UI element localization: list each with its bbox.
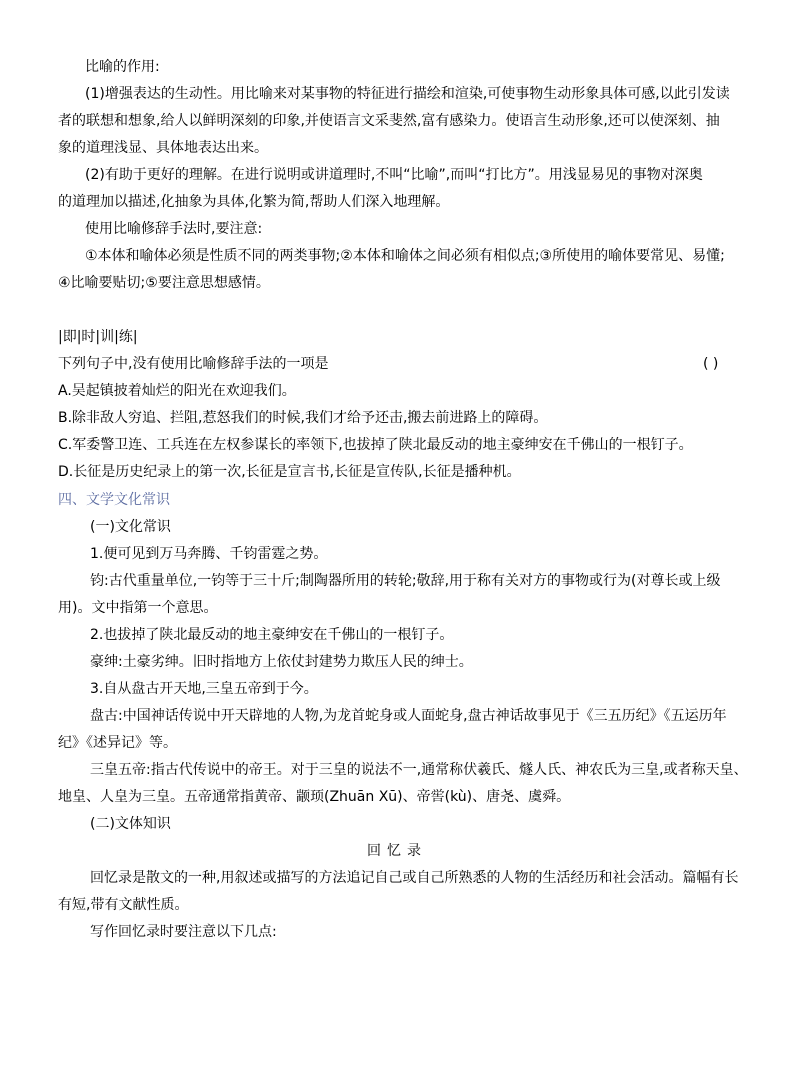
culture-item1: 1.便可见到万马奔腾、千钧雷霆之势。 [90,546,328,562]
culture-item2: 2.也拔掉了陕北最反动的地主豪绅安在千佛山的一根钉子。 [90,627,454,643]
metaphor-p2-line1: (2)有助于更好的理解。在进行说明或讲道理时,不叫“比喻”,而叫“打比方”。用浅显易见的事物对深奥 [85,167,703,183]
practice-question: 下列句子中,没有使用比喻修辞手法的一项是 [58,356,329,372]
option-b: B.除非敌人穷追、拦阻,惹怒我们的时候,我们才给予还击,搬去前进路上的障碍。 [58,410,548,426]
answer-blank: ( ) [703,356,719,372]
culture-item3-explanation1-line2: 纪》《述异记》等。 [58,735,177,751]
section-title: 四、文学文化常识 [58,492,170,508]
culture-item3: 3.自从盘古开天地,三皇五帝到于今。 [90,681,318,697]
subsection-culture: (一)文化常识 [90,519,171,535]
culture-item3-explanation2-line2: 地皇、人皇为三皇。五帝通常指黄帝、颛顼(Zhuān Xū)、帝喾(kù)、唐尧、虞舜。 [58,789,571,805]
practice-label: |即|时|训|练| [58,329,138,345]
metaphor-p1-line2: 者的联想和想象,给人以鲜明深刻的印象,并使语言文采斐然,富有感染力。使语言生动形象,还可以使深刻、抽 [58,113,720,129]
metaphor-heading: 比喻的作用: [85,59,160,75]
genre-line3: 写作回忆录时要注意以下几点: [90,924,277,940]
metaphor-note-line1: ①本体和喻体必须是性质不同的两类事物;②本体和喻体之间必须有相似点;③所使用的喻体要常见、易懂; [85,248,725,264]
culture-item3-explanation2-line1: 三皇五帝:指古代传说中的帝王。对于三皇的说法不一,通常称伏羲氏、燧人氏、神农氏为三皇,或者称天皇、 [90,762,748,778]
genre-title: 回忆录 [367,843,427,859]
culture-item3-explanation1-line1: 盘古:中国神话传说中开天辟地的人物,为龙首蛇身或人面蛇身,盘古神话故事见于《三五历纪》《五运历年 [90,708,727,724]
genre-line2: 有短,带有文献性质。 [58,897,189,913]
option-c: C.军委警卫连、工兵连在左权参谋长的率领下,也拔掉了陕北最反动的地主豪绅安在千佛山的一根钉子。 [58,437,693,453]
metaphor-p1-line3: 象的道理浅显、具体地表达出来。 [58,140,268,156]
option-d: D.长征是历史纪录上的第一次,长征是宣言书,长征是宣传队,长征是播种机。 [58,464,521,480]
metaphor-note-heading: 使用比喻修辞手法时,要注意: [85,221,263,237]
culture-item1-explanation-line1: 钧:古代重量单位,一钧等于三十斤;制陶器所用的转轮;敬辞,用于称有关对方的事物或行为(对尊长或上级 [90,573,721,589]
culture-item1-explanation-line2: 用)。文中指第一个意思。 [58,600,218,616]
genre-line1: 回忆录是散文的一种,用叙述或描写的方法追记自己或自己所熟悉的人物的生活经历和社会活动。篇幅有长 [90,870,739,886]
metaphor-p2-line2: 的道理加以描述,化抽象为具体,化繁为简,帮助人们深入地理解。 [58,194,450,210]
metaphor-p1-line1: (1)增强表达的生动性。用比喻来对某事物的特征进行描绘和渲染,可使事物生动形象具体可感,以此引发读 [85,86,730,102]
subsection-genre: (二)文体知识 [90,816,171,832]
option-a: A.吴起镇披着灿烂的阳光在欢迎我们。 [58,383,296,399]
culture-item2-explanation: 豪绅:土豪劣绅。旧时指地方上依仗封建势力欺压人民的绅士。 [90,654,473,670]
metaphor-note-line2: ④比喻要贴切;⑤要注意思想感情。 [58,275,270,291]
